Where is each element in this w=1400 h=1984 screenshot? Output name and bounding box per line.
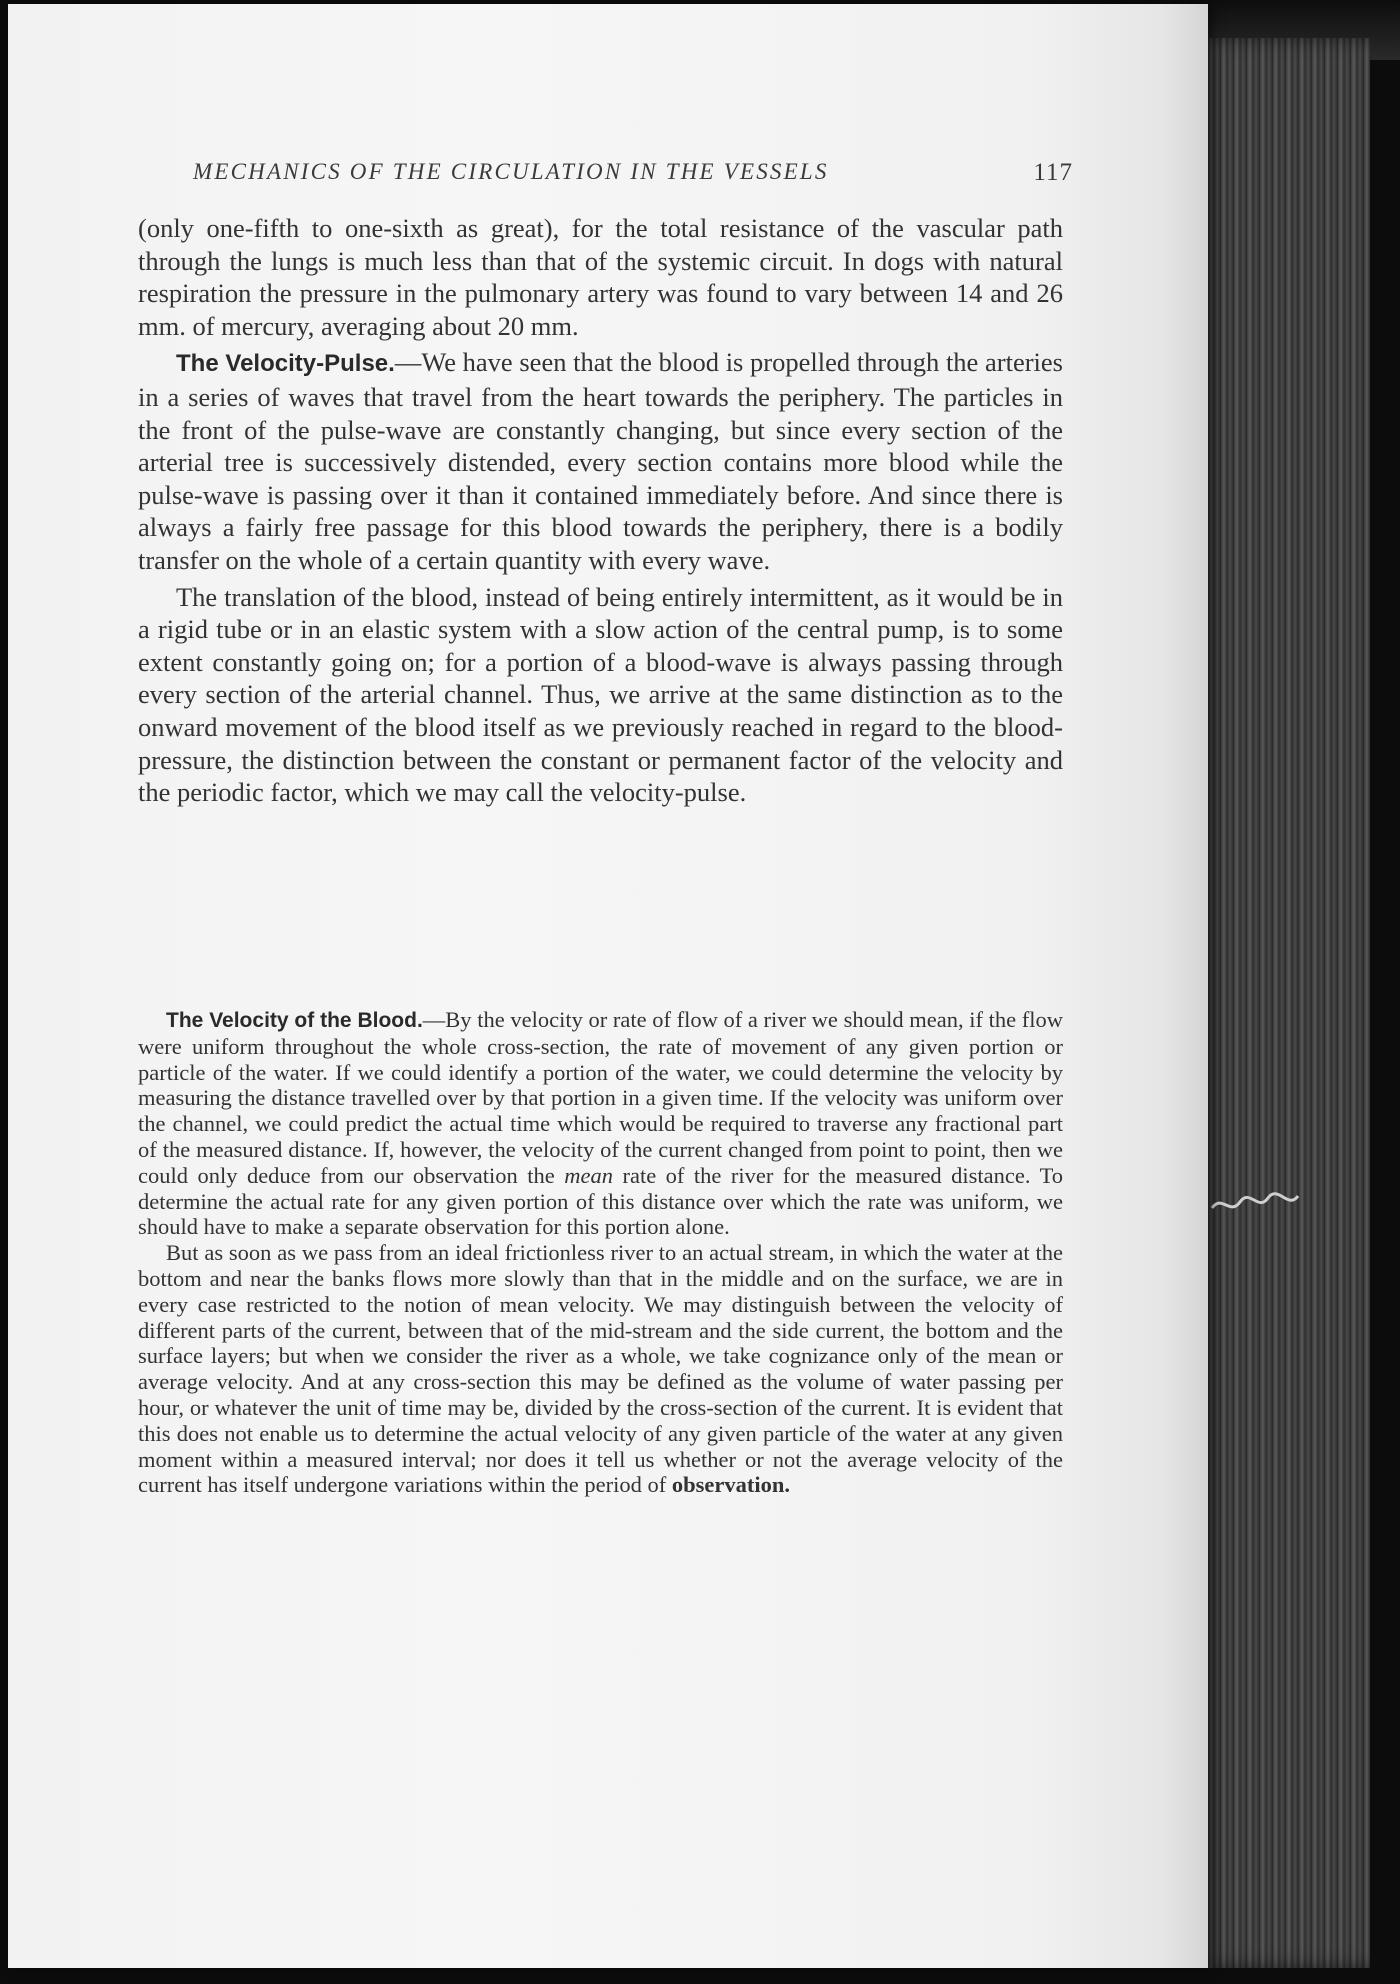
page-number: 117 xyxy=(1033,159,1073,186)
lower-text-block xyxy=(138,1007,1063,1498)
page-edge-scuff xyxy=(1210,1190,1300,1220)
paragraph-velocity-of-blood-body-a: —By the velocity or rate of flow of a river we should mean, if the flow were uniform throughout the whole cross-section, the rate of movement of any given portion or particle of the water. If we could identify a portion of the water, we could determine the velocity by measuring the distance travelled over by that portion in a given time. If the velocity was uniform over the channel, we could predict the actual time which would be required to traverse any fractional part of the measured distance. If, however, the velocity of the current changed from point to point, then we could only deduce from our observation the xyxy=(138,1007,1064,1188)
paragraph-velocity-of-blood-body-b: rate of the river for the measured distance. To determine the actual rate for any given portion of this distance over which the rate was uniform, we should have to make a separate observation for this portion alone. xyxy=(138,1162,1063,1240)
paragraph-continuation: (only one-fifth to one-sixth as great), for the total resistance of the vascular path through the lungs is much less than that of the systemic circuit. In dogs with natural respiration the pressure in the pulmonary artery was found to vary between 14 and 26 mm. of mercury, averaging about 20 mm. xyxy=(138,213,1063,341)
paragraph-mean-velocity-body: But as soon as we pass from an ideal frictionless river to an actual stream, in which the water at the bottom and near the banks flows more slowly than that in the middle and on the surface, we are in every case restricted to the notion of mean velocity. We may distinguish between the velocity of different parts of the current, between that of the mid-stream and the side current, the bottom and the surface layers; but when we consider the river as a whole, we take cognizance only of the mean or average velocity. And at any cross-section this may be defined as the volume of water passing per hour, or whatever the unit of time may be, divided by the cross-section of the current. It is evident that this does not enable us to determine the actual velocity of any given particle of the water at any given moment within a measured interval; nor does it tell us whether or not the average velocity of the current has itself undergone variations within the period of xyxy=(138,1240,1063,1498)
paragraph-mean-velocity xyxy=(138,1240,1063,1498)
sidehead-velocity-pulse: The Velocity-Pulse. xyxy=(176,350,395,378)
emphasis-mean: mean xyxy=(564,1162,613,1188)
paragraph-velocity-pulse xyxy=(138,346,1063,576)
paragraph-translation: The translation of the blood, instead of being entirely intermittent, as it would be in a rigid tube or in an elastic system with a slow action of the central pump, is to some extent constantly going on; for a portion of a blood-wave is always passing through every section of the arterial channel. Thus, we arrive at the same distinction as to the onward movement of the blood itself as we previously reached in regard to the blood-pressure, the distinction between the constant or permanent factor of the velocity and the periodic factor, which we may call the velocity-pulse. xyxy=(138,581,1063,808)
paragraph-last-word: observation. xyxy=(671,1472,790,1498)
paragraph-velocity-pulse-body: —We have seen that the blood is propelled through the arteries in a series of waves that travel from the heart towards the periphery. The particles in the front of the pulse-wave are constantly changing, but since every section of the arterial tree is successively distended, every section contains more blood while the pulse-wave is passing over it than it contained immediately before. And since there is always a fairly free passage for this blood towards the periphery, there is a bodily transfer on the whole of a certain quantity with every wave. xyxy=(138,347,1063,575)
book-page xyxy=(8,4,1208,1968)
running-head xyxy=(193,159,1073,195)
upper-text-block xyxy=(138,212,1063,809)
paragraph-velocity-of-blood xyxy=(138,1007,1063,1240)
running-title: MECHANICS OF THE CIRCULATION IN THE VESSELS xyxy=(193,159,829,184)
book-page-edges xyxy=(1195,38,1370,1968)
sidehead-velocity-of-blood: The Velocity of the Blood. xyxy=(166,1009,423,1032)
